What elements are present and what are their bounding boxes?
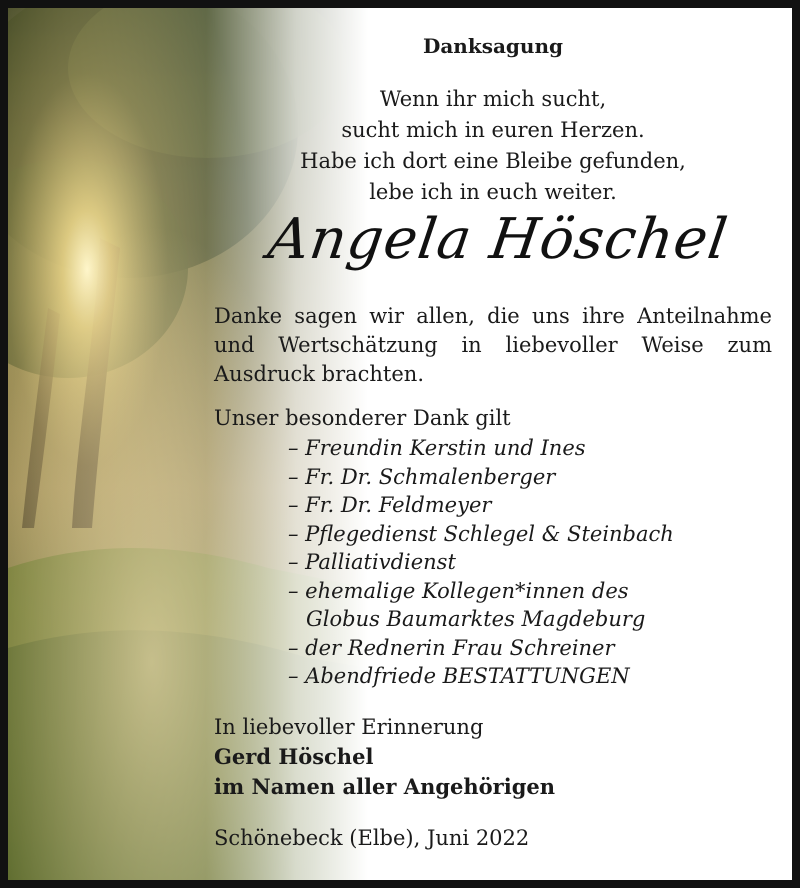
list-item: – Fr. Dr. Feldmeyer (288, 493, 492, 517)
signer-name: Gerd Höschel (214, 744, 374, 769)
list-item: – Palliativdienst (288, 550, 456, 574)
list-item: – der Rednerin Frau Schreiner (288, 635, 615, 660)
thanks-paragraph (214, 302, 772, 389)
poem-line: Habe ich dort eine Bleibe gefunden, (300, 149, 686, 173)
thanks-line: und Wertschätzung in liebevoller Weise zum (214, 333, 772, 357)
list-item: – Freundin Kerstin und Ines (288, 436, 586, 460)
closing-line: In liebevoller Erinnerung (214, 715, 484, 739)
list-item: Globus Baumarktes Magdeburg (306, 607, 646, 631)
special-thanks-intro: Unser besonderer Dank gilt (214, 406, 511, 430)
thanks-line: Danke sagen wir allen, die uns ihre Anteilnahme (214, 304, 772, 328)
closing-block (214, 712, 555, 802)
heading-title: Danksagung (423, 34, 563, 58)
poem-line: sucht mich in euren Herzen. (341, 118, 645, 142)
list-item: – Abendfriede BESTATTUNGEN (288, 664, 630, 688)
list-item: – ehemalige Kollegen*innen des (288, 578, 629, 603)
poem (278, 84, 708, 208)
list-item: – Pflegedienst Schlegel & Steinbach (288, 521, 674, 546)
on-behalf-line: im Namen aller Angehörigen (214, 774, 556, 799)
thanks-line: Ausdruck brachten. (214, 362, 424, 386)
special-thanks-list (288, 434, 674, 691)
list-item: – Fr. Dr. Schmalenberger (288, 464, 556, 489)
poem-line: Wenn ihr mich sucht, (379, 87, 607, 111)
deceased-name: Angela Höschel (264, 207, 732, 272)
poem-line: lebe ich in euch weiter. (369, 180, 617, 204)
place-date: Schönebeck (Elbe), Juni 2022 (214, 826, 530, 850)
